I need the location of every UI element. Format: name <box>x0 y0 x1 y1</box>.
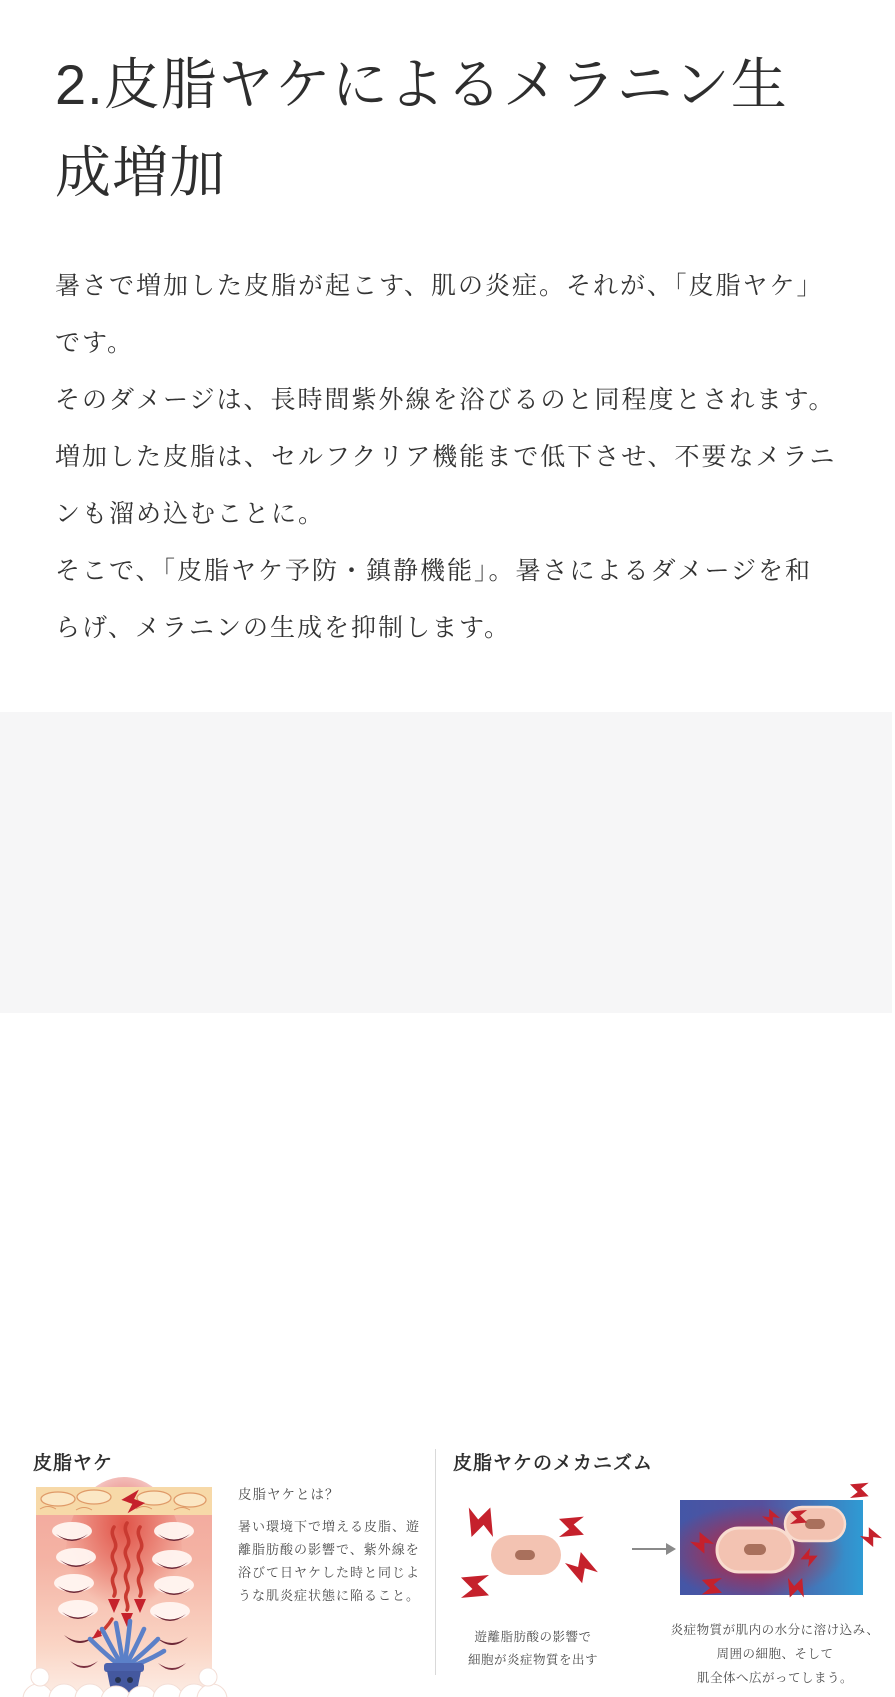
body-line: 増加した皮脂は、セルフクリア機能まで低下させ、不要なメラニ <box>55 443 837 471</box>
page-title-line-1: 2.皮脂ヤケによるメラニン生 <box>55 53 788 116</box>
body-copy <box>55 258 855 657</box>
sebum-burn-definition-title: 皮脂ヤケとは？ <box>238 1487 340 1502</box>
skin-cross-section-illustration <box>36 1487 212 1697</box>
page-title-line-2: 成増加 <box>55 141 226 204</box>
sebum-burn-definition <box>238 1483 434 1607</box>
body-line: そのダメージは、長時間紫外線を浴びるのと同程度とされます。 <box>55 386 836 414</box>
sebum-burn-info-card <box>0 712 892 1685</box>
caption-inflammation-spread: 炎症物質が肌内の水分に溶け込み、 周囲の細胞、そして 肌全体へ広がってしまう。 <box>670 1623 880 1685</box>
body-line: です。 <box>55 329 135 357</box>
inflammation-spread-illustration <box>664 1482 880 1608</box>
inflamed-cell-illustration <box>445 1497 625 1622</box>
page-title <box>55 41 855 217</box>
cell-nucleus <box>515 1550 535 1560</box>
caption-cell-inflammation: 遊離脂肪酸の影響で 細胞が炎症物質を出す <box>467 1630 598 1667</box>
epidermis-layer <box>36 1487 212 1515</box>
sebum-burn-panel-title: 皮脂ヤケ <box>33 1453 114 1474</box>
body-line: そこで、「皮脂ヤケ予防・鎮静機能」。暑さによるダメージを和 <box>55 557 813 585</box>
panel-divider <box>435 1449 436 1675</box>
body-line: らげ、メラニンの生成を抑制します。 <box>55 614 512 642</box>
mechanism-panel-title: 皮脂ヤケのメカニズム <box>453 1453 654 1474</box>
sebum-burn-definition-text: 暑い環境下で増える皮脂、遊 離脂肪酸の影響で、紫外線を 浴びて日ヤケした時と同じよ うな肌炎症状態に陥ること。 <box>238 1519 421 1603</box>
body-line: 暑さで増加した皮脂が起こす、肌の炎症。それが、「皮脂ヤケ」 <box>55 272 824 300</box>
body-line: ンも溜め込むことに。 <box>55 500 326 528</box>
